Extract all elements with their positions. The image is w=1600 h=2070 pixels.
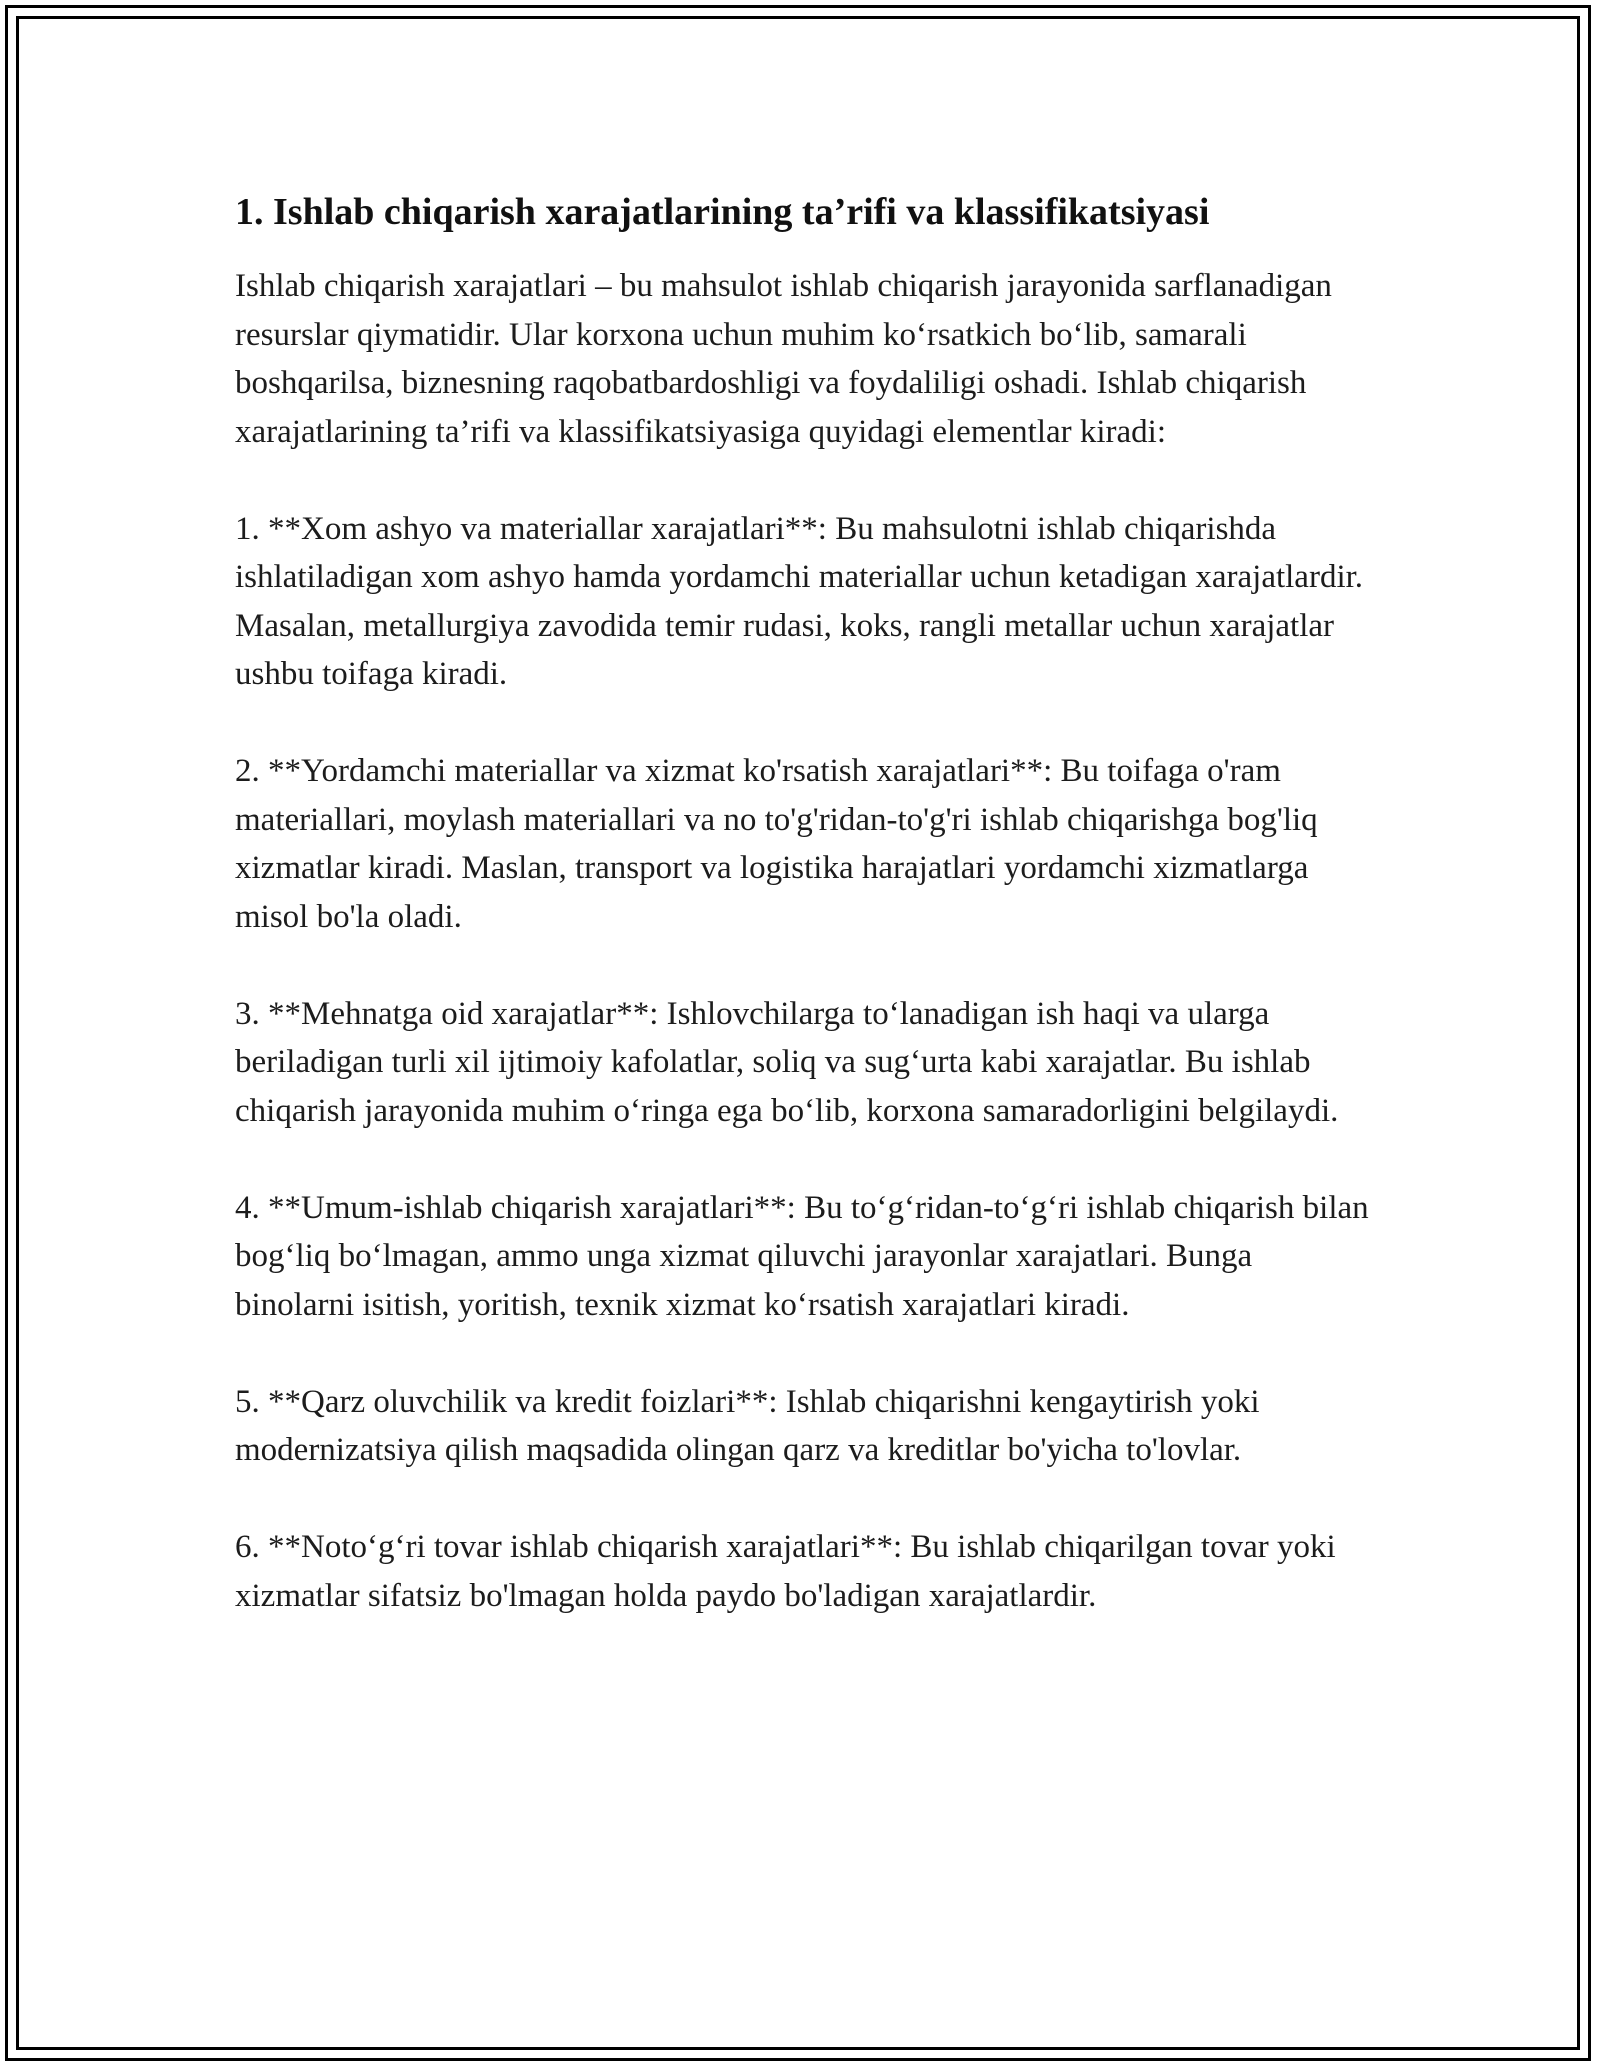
list-item: 2. **Yordamchi materiallar va xizmat ko'rsatish xarajatlari**: Bu toifaga o'ram materiallari, moylash materiallari va no to'g'ridan-to'g'ri ishlab chiqarishga bog'liq xizmatlar kiradi. Maslan, transport va logistika harajatlari yordamchi xizmatlarga misol bo'la oladi. bbox=[235, 753, 1318, 935]
list-item: 5. **Qarz oluvchilik va kredit foizlari**: Ishlab chiqarishni kengaytirish yoki modernizatsiya qilish maqsadida olingan qarz va kreditlar bo'yicha to'lovlar. bbox=[235, 1383, 1260, 1468]
list-item: 3. **Mehnatga oid xarajatlar**: Ishlovchilarga to‘lanadigan ish haqi va ularga beriladigan turli xil ijtimoiy kafolatlar, soliq va sug‘urta kabi xarajatlar. Bu ishlab chiqarish jarayonida muhim o‘ringa ega bo‘lib, korxona samaradorligini belgilaydi. bbox=[235, 995, 1339, 1129]
list-item: 1. **Xom ashyo va materiallar xarajatlari**: Bu mahsulotni ishlab chiqarishda ishlatiladigan xom ashyo hamda yordamchi materiallar uchun ketadigan xarajatlardir. Masalan, metallurgiya zavodida temir rudasi, koks, rangli metallar uchun xarajatlar ushbu toifaga kiradi. bbox=[235, 510, 1364, 692]
intro-paragraph: Ishlab chiqarish xarajatlari – bu mahsulot ishlab chiqarish jarayonida sarflanadigan resurslar qiymatidir. Ular korxona uchun muhim ko‘rsatkich bo‘lib, samarali boshqarilsa, biznesning raqobatbardoshligi va foydaliligi oshadi. Ishlab chiqarish xarajatlarining ta’rifi va klassifikatsiyasiga quyidagi elementlar kiradi: bbox=[235, 268, 1332, 450]
section-heading: 1. Ishlab chiqarish xarajatlarining ta’rifi va klassifikatsiyasi bbox=[235, 191, 1210, 233]
document-body bbox=[235, 188, 1370, 1620]
list-item: 6. **Noto‘g‘ri tovar ishlab chiqarish xarajatlari**: Bu ishlab chiqarilgan tovar yoki xizmatlar sifatsiz bo'lmagan holda paydo bo'ladigan xarajatlardir. bbox=[235, 1529, 1336, 1614]
list-item: 4. **Umum-ishlab chiqarish xarajatlari**: Bu to‘g‘ridan-to‘g‘ri ishlab chiqarish bilan bog‘liq bo‘lmagan, ammo unga xizmat qiluvchi jarayonlar xarajatlari. Bunga binolarni isitish, yoritish, texnik xizmat ko‘rsatish xarajatlari kiradi. bbox=[235, 1189, 1369, 1323]
